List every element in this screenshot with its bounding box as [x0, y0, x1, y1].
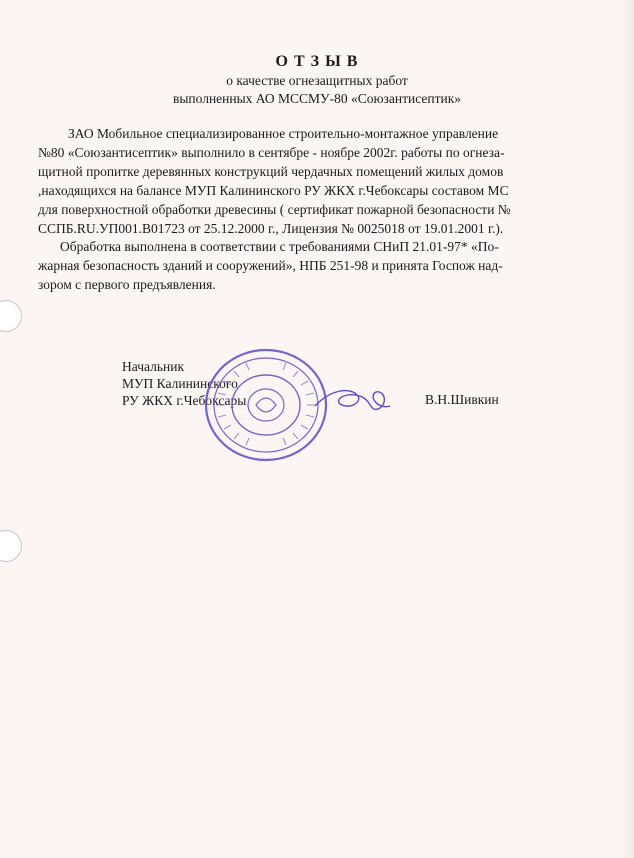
punch-hole: [0, 530, 22, 562]
paragraph-line: щитной пропитке деревянных конструкций чердачных помещений жилых домов: [38, 164, 504, 179]
paragraph-line: зором с первого предъявления.: [38, 277, 216, 292]
paragraph-line: Обработка выполнена в соответствии с требованиями СНиП 21.01-97* «По-: [60, 239, 499, 254]
paragraph-line: ЗАО Мобильное специализированное строительно-монтажное управление: [68, 126, 499, 141]
paragraph-line: №80 «Союзантисептик» выполнило в сентябре - ноябре 2002г. работы по огнеза-: [38, 145, 505, 160]
paragraph-line: для поверхностной обработки древесины ( сертификат пожарной безопасности №: [38, 202, 511, 217]
signatory-title: Начальник: [122, 359, 185, 374]
paragraph-line: ССПБ.RU.УП001.В01723 от 25.12.2000 г., Лицензия № 0025018 от 19.01.2001 г.).: [38, 221, 504, 236]
document-subtitle-line1: о качестве огнезащитных работ: [226, 73, 408, 88]
paragraph-line: жарная безопасность зданий и сооружений», НПБ 251-98 и принята Госпож над-: [38, 258, 503, 273]
paragraph-1: [38, 124, 558, 238]
handwritten-signature-icon: [310, 380, 430, 420]
signatory-name: В.Н.Шивкин: [425, 392, 499, 407]
paragraph-2: [38, 237, 558, 294]
signatory-organization: МУП Калининского: [122, 376, 238, 391]
paragraph-line: ,находящихся на балансе МУП Калининского РУ ЖКХ г.Чебоксары составом МС: [38, 183, 509, 198]
document-title: О Т З Ы В: [275, 53, 359, 70]
document-subtitle-line2: выполненных АО МССМУ-80 «Союзантисептик»: [172, 91, 462, 106]
page-edge-shadow: [620, 0, 634, 858]
punch-hole: [0, 300, 22, 332]
signatory-department: РУ ЖКХ г.Чебоксары: [122, 393, 247, 408]
